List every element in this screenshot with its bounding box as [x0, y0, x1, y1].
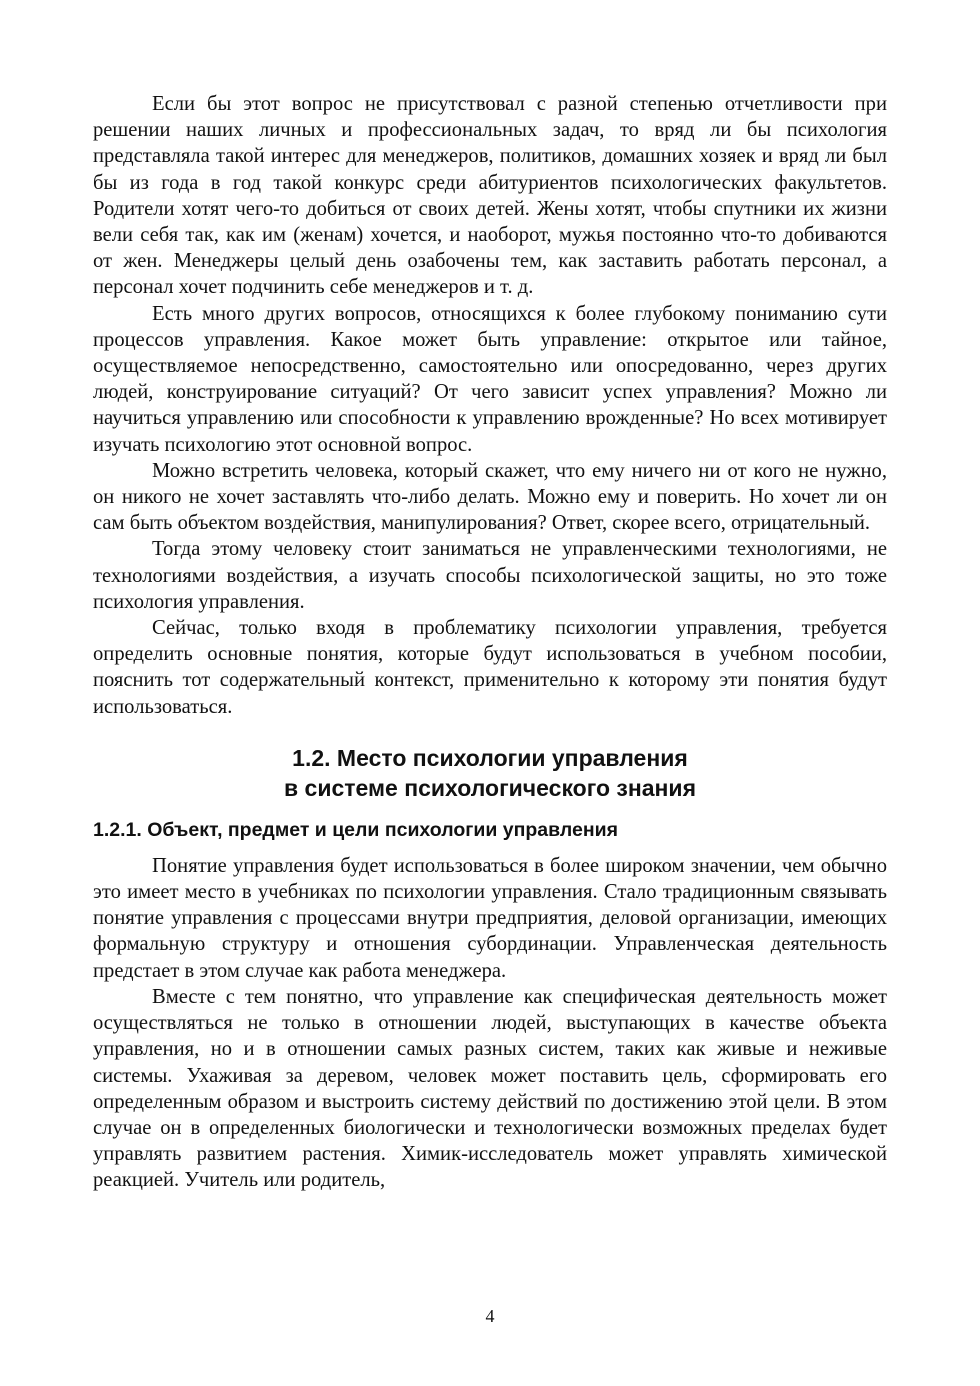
section-title-line-2: в системе психологического знания [284, 774, 696, 801]
paragraph: Тогда этому человеку стоит заниматься не управленческими технологиями, не технологиями воздействия, а изучать способы психологической защиты, но это тоже психология управления. [93, 538, 887, 613]
paragraph: Если бы этот вопрос не присутствовал с разной степенью отчетливости при решении наших личных и профессиональных задач, то вряд ли бы психология представляла такой интерес для менеджеров, политиков, домашних хозяек и вряд ли был бы из года в год такой конкурс среди абитуриентов психологических факультетов. Родители хотят чего-то добиться от своих детей. Жены хотят, чтобы спутники их жизни вели себя так, как им (женам) хочется, и наоборот, мужья постоянно что-то добиваются от жен. Менеджеры целый день озабочены тем, как заставить работать персонал, а персонал хочет подчинить себе менеджеров и т. д. [93, 93, 887, 299]
page-number: 4 [485, 1306, 495, 1326]
subsection-title: 1.2.1. Объект, предмет и цели психологии управления [93, 818, 619, 841]
section-title-line-1: 1.2. Место психологии управления [292, 744, 688, 771]
paragraph: Есть много других вопросов, относящихся к более глубокому пониманию сути процессов управления. Какое может быть управление: открытое или тайное, осуществляемое непосредственно, самостоятельно или опосредованно, через других людей, конструирование ситуаций? От чего зависит успех управления? Можно ли научиться управлению или способности к управлению врожденные? Но всех мотивирует изучать психологию этот основной вопрос. [93, 302, 887, 456]
page-content [93, 91, 887, 1194]
paragraph: Вместе с тем понятно, что управление как специфическая деятельность может осуществляться не только в отношении людей, выступающих в качестве объекта управления, но и в отношении самых разных систем, таких как живые и неживые системы. Ухаживая за деревом, человек может поставить цель, сформировать его определенным образом и выстроить систему действий по достижению этой цели. В этом случае он в определенных биологически и технологически возможных пределах будет управлять развитием растения. Химик-исследователь может управлять химической реакцией. Учитель или родитель, [93, 985, 887, 1192]
paragraph: Понятие управления будет использоваться в более широком значении, чем обычно это имеет место в учебниках по психологии управления. Стало традиционным связывать понятие управления с процессами внутри предприятия, деловой организации, имеющих формальную структуру и отношения субординации. Управленческая деятельность предстает в этом случае как работа менеджера. [93, 854, 887, 982]
paragraph: Можно встретить человека, который скажет, что ему ничего ни от кого не нужно, он никого не хочет заставлять что-либо делать. Можно ему и поверить. Но хочет ли он сам быть объектом воздействия, манипулирования? Ответ, скорее всего, отрицательный. [93, 459, 887, 535]
paragraph: Сейчас, только входя в проблематику психологии управления, требуется определить основные понятия, которые будут использоваться в учебном пособии, пояснить тот содержательный контекст, применительно к которому эти понятия будут использоваться. [93, 617, 887, 718]
section-title [93, 743, 887, 803]
